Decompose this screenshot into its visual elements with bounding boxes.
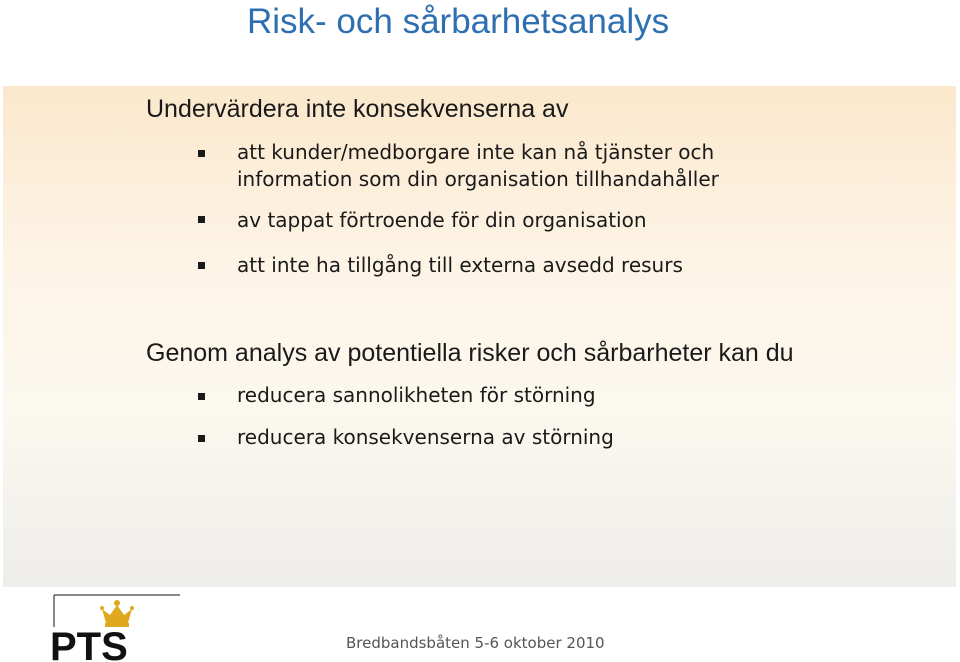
bullet-marker bbox=[198, 262, 205, 269]
list-item-line: av tappat förtroende för din organisation bbox=[237, 208, 647, 232]
list-item bbox=[237, 382, 596, 409]
footer-text: Bredbandsbåten 5-6 oktober 2010 bbox=[346, 634, 605, 652]
section-heading-consequences: Undervärdera inte konsekvenserna av bbox=[146, 95, 569, 123]
list-item bbox=[237, 424, 614, 451]
list-item-line: information som din organisation tillhandahåller bbox=[237, 167, 719, 191]
bullet-marker bbox=[198, 216, 205, 223]
section-heading-analysis: Genom analys av potentiella risker och sårbarheter kan du bbox=[146, 339, 794, 367]
pts-logo bbox=[50, 593, 185, 662]
list-item-line: att inte ha tillgång till externa avsedd resurs bbox=[237, 253, 683, 277]
list-item bbox=[237, 207, 647, 234]
list-item-line: reducera sannolikheten för störning bbox=[237, 383, 596, 407]
bullet-marker bbox=[198, 435, 205, 442]
bullet-marker bbox=[198, 393, 205, 400]
list-item bbox=[237, 139, 719, 193]
crown-icon bbox=[100, 600, 134, 627]
list-item-line: reducera konsekvenserna av störning bbox=[237, 425, 614, 449]
list-item bbox=[237, 252, 683, 279]
slide-title: Risk- och sårbarhetsanalys bbox=[247, 2, 670, 41]
list-item-line: att kunder/medborgare inte kan nå tjänster och bbox=[237, 140, 715, 164]
bullet-marker bbox=[198, 150, 205, 157]
logo-wordmark: PTS bbox=[50, 625, 128, 662]
